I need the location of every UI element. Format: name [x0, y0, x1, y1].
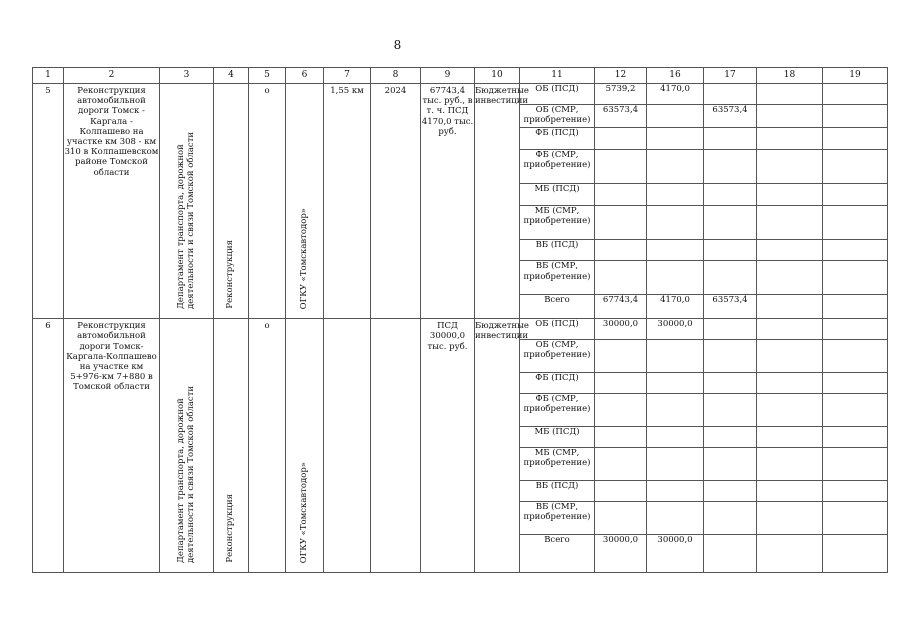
amount-c19 — [823, 427, 888, 448]
header-cell: 6 — [286, 68, 324, 84]
amount-c17 — [704, 427, 757, 448]
amount-c16: 4170,0 — [647, 295, 704, 319]
amount-c19 — [823, 150, 888, 184]
amount-c19 — [823, 261, 888, 295]
amount-c19 — [823, 84, 888, 105]
amount-c12 — [595, 261, 647, 295]
work-kind: Реконструкция — [225, 494, 236, 563]
amount-c17 — [704, 150, 757, 184]
amount-c19 — [823, 373, 888, 394]
amount-c12: 5739,2 — [595, 84, 647, 105]
amount-c17 — [704, 261, 757, 295]
amount-c17 — [704, 481, 757, 502]
work-kind-cell — [214, 84, 249, 319]
project-cost: ПСД 30000,0 тыс. руб. — [427, 321, 468, 352]
amount-c16 — [647, 502, 704, 535]
customer-cell — [286, 319, 324, 573]
work-kind: Реконструкция — [225, 240, 236, 309]
amount-c16 — [647, 394, 704, 427]
row-number-cell — [33, 84, 64, 319]
amount-c12: 30000,0 — [595, 319, 647, 340]
amount-c17 — [704, 502, 757, 535]
amount-c19 — [823, 502, 888, 535]
amount-c12 — [595, 128, 647, 150]
financing-source: ФБ (СМР, приобретение) — [520, 150, 595, 184]
amount-c18 — [757, 150, 823, 184]
investment-table — [32, 67, 888, 573]
financing-source: ВБ (СМР, приобретение) — [520, 502, 595, 535]
amount-c18 — [757, 394, 823, 427]
amount-c17 — [704, 394, 757, 427]
amount-c12 — [595, 427, 647, 448]
header-cell: 9 — [421, 68, 475, 84]
header-cell: 17 — [704, 68, 757, 84]
amount-c18 — [757, 481, 823, 502]
amount-c18 — [757, 448, 823, 481]
amount-c12 — [595, 150, 647, 184]
financing-source: ВБ (СМР, приобретение) — [520, 261, 595, 295]
project-cost-cell — [421, 84, 475, 319]
amount-c19 — [823, 104, 888, 128]
amount-c16 — [647, 373, 704, 394]
financing-type-cell — [475, 84, 529, 319]
department: Департамент транспорта, дорожной деятельности и связи Томской области — [175, 385, 196, 563]
amount-c18 — [757, 128, 823, 150]
financing-source: Всего — [520, 295, 595, 319]
amount-c18 — [757, 340, 823, 373]
financing-source: МБ (СМР, приобретение) — [520, 205, 595, 239]
customer-cell — [286, 84, 324, 319]
project-cost: 67743,4 тыс. руб., в т. ч. ПСД 4170,0 тыс. руб. — [421, 86, 474, 137]
customer: ОГКУ «Томскавтодор» — [298, 461, 309, 563]
header-cell: 12 — [595, 68, 647, 84]
amount-c18 — [757, 535, 823, 573]
customer: ОГКУ «Томскавтодор» — [298, 207, 309, 309]
financing-source: ВБ (ПСД) — [520, 239, 595, 261]
row-number-cell — [33, 319, 64, 573]
amount-c16: 30000,0 — [647, 319, 704, 340]
amount-c18 — [757, 239, 823, 261]
amount-c18 — [757, 84, 823, 105]
amount-c19 — [823, 295, 888, 319]
amount-c19 — [823, 394, 888, 427]
amount-c17 — [704, 84, 757, 105]
road-length-cell — [324, 84, 371, 319]
amount-c17 — [704, 319, 757, 340]
amount-c19 — [823, 448, 888, 481]
amount-c17 — [704, 448, 757, 481]
amount-c17 — [704, 184, 757, 206]
financing-source: МБ (ПСД) — [520, 184, 595, 206]
year-cell — [371, 84, 421, 319]
amount-c12 — [595, 205, 647, 239]
amount-c19 — [823, 184, 888, 206]
project-name: Реконструкция автомобильной дороги Томск - Каргала - Колпашево на участке км 308 - км 310 в Колпашевском районе Томской области — [64, 86, 159, 178]
amount-c16 — [647, 261, 704, 295]
header-cell: 16 — [647, 68, 704, 84]
project-cost-cell — [421, 319, 475, 573]
amount-c17 — [704, 340, 757, 373]
header-cell: 7 — [324, 68, 371, 84]
amount-c17 — [704, 128, 757, 150]
amount-c16: 30000,0 — [647, 535, 704, 573]
amount-c19 — [823, 239, 888, 261]
financing-type: Бюджетные инвестиции — [475, 321, 529, 342]
project-name-cell — [64, 84, 160, 319]
financing-source: ОБ (СМР, приобретение) — [520, 340, 595, 373]
header-cell: 4 — [214, 68, 249, 84]
col5-value: о — [264, 321, 270, 332]
col5-value-cell — [249, 319, 286, 573]
road-length-cell — [324, 319, 371, 573]
amount-c18 — [757, 184, 823, 206]
amount-c12 — [595, 481, 647, 502]
row-number: 5 — [45, 86, 51, 96]
amount-c17 — [704, 205, 757, 239]
amount-c18 — [757, 502, 823, 535]
amount-c16: 4170,0 — [647, 84, 704, 105]
amount-c12 — [595, 448, 647, 481]
amount-c12: 67743,4 — [595, 295, 647, 319]
amount-c17 — [704, 373, 757, 394]
amount-c16 — [647, 448, 704, 481]
amount-c12 — [595, 502, 647, 535]
amount-c18 — [757, 427, 823, 448]
amount-c18 — [757, 205, 823, 239]
amount-c19 — [823, 535, 888, 573]
road-length: 1,55 км — [330, 86, 364, 96]
amount-c18 — [757, 373, 823, 394]
amount-c18 — [757, 319, 823, 340]
amount-c12 — [595, 184, 647, 206]
header-cell: 2 — [64, 68, 160, 84]
amount-c16 — [647, 104, 704, 128]
financing-type: Бюджетные инвестиции — [475, 86, 529, 107]
amount-c19 — [823, 205, 888, 239]
year-cell — [371, 319, 421, 573]
financing-source: Всего — [520, 535, 595, 573]
amount-c17 — [704, 239, 757, 261]
amount-c16 — [647, 427, 704, 448]
financing-source: ОБ (СМР, приобретение) — [520, 104, 595, 128]
financing-source: ФБ (СМР, приобретение) — [520, 394, 595, 427]
project-name-cell — [64, 319, 160, 573]
project-name: Реконструкция автомобильной дороги Томск-Каргала-Колпашево на участке км 5+976-км 7+880 в Томской области — [66, 321, 157, 393]
header-cell: 18 — [757, 68, 823, 84]
amount-c16 — [647, 239, 704, 261]
header-cell: 3 — [160, 68, 214, 84]
financing-source: ОБ (ПСД) — [520, 319, 595, 340]
amount-c18 — [757, 104, 823, 128]
financing-type-cell — [475, 319, 529, 573]
amount-c18 — [757, 295, 823, 319]
header-cell: 10 — [475, 68, 520, 84]
amount-c16 — [647, 481, 704, 502]
project-row — [33, 84, 888, 105]
work-kind-cell — [214, 319, 249, 573]
year: 2024 — [384, 86, 407, 96]
amount-c17: 63573,4 — [704, 295, 757, 319]
amount-c12 — [595, 239, 647, 261]
financing-source: ОБ (ПСД) — [520, 84, 595, 105]
department-cell — [160, 319, 214, 573]
amount-c12 — [595, 340, 647, 373]
amount-c19 — [823, 481, 888, 502]
financing-source: МБ (ПСД) — [520, 427, 595, 448]
header-cell: 8 — [371, 68, 421, 84]
amount-c19 — [823, 340, 888, 373]
amount-c19 — [823, 319, 888, 340]
amount-c16 — [647, 205, 704, 239]
amount-c16 — [647, 340, 704, 373]
amount-c17: 63573,4 — [704, 104, 757, 128]
department-cell — [160, 84, 214, 319]
col5-value-cell — [249, 84, 286, 319]
amount-c12: 63573,4 — [595, 104, 647, 128]
header-cell: 19 — [823, 68, 888, 84]
financing-source: ФБ (ПСД) — [520, 128, 595, 150]
amount-c16 — [647, 150, 704, 184]
header-cell: 5 — [249, 68, 286, 84]
financing-source: ВБ (ПСД) — [520, 481, 595, 502]
department: Департамент транспорта, дорожной деятельности и связи Томской области — [175, 131, 196, 309]
financing-source: МБ (СМР, приобретение) — [520, 448, 595, 481]
amount-c12 — [595, 394, 647, 427]
header-row — [33, 68, 888, 84]
amount-c12 — [595, 373, 647, 394]
project-row — [33, 319, 888, 340]
amount-c18 — [757, 261, 823, 295]
header-cell: 11 — [520, 68, 595, 84]
amount-c12: 30000,0 — [595, 535, 647, 573]
amount-c16 — [647, 128, 704, 150]
row-number: 6 — [45, 321, 51, 332]
amount-c16 — [647, 184, 704, 206]
financing-source: ФБ (ПСД) — [520, 373, 595, 394]
amount-c17 — [704, 535, 757, 573]
col5-value: о — [264, 86, 270, 96]
amount-c19 — [823, 128, 888, 150]
page-number: 8 — [393, 38, 402, 52]
header-cell: 1 — [33, 68, 64, 84]
